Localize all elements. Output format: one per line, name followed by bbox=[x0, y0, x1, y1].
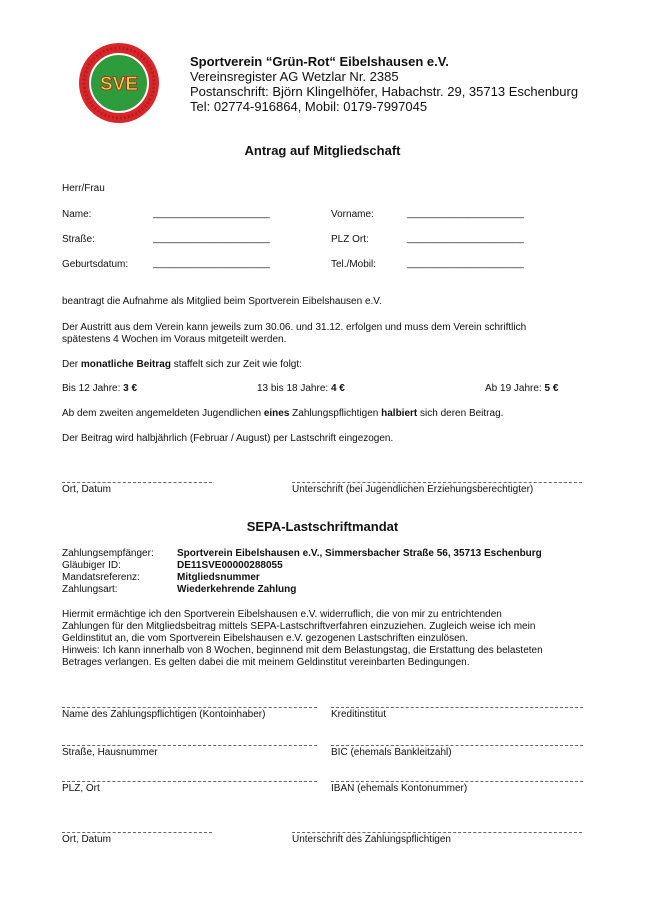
bic-label: BIC (ehemals Bankleitzahl) bbox=[331, 747, 452, 758]
ort-datum-label: Ort, Datum bbox=[62, 484, 111, 495]
unterschrift-line[interactable] bbox=[292, 482, 582, 483]
glaeubiger-label: Gläubiger ID: bbox=[62, 560, 121, 571]
strasse-hausnummer-label: Straße, Hausnummer bbox=[62, 747, 158, 758]
plz-ort-field[interactable]: _____________________ bbox=[407, 233, 524, 244]
fee-age-1-label: Bis 12 Jahre: bbox=[62, 383, 124, 394]
fee-age-1 bbox=[62, 383, 137, 394]
beitrag-bold: monatliche Beitrag bbox=[80, 359, 171, 370]
beitrag-text bbox=[62, 359, 302, 370]
jugend-bold-2: halbiert bbox=[381, 408, 418, 419]
plz-ort-sepa-label: PLZ, Ort bbox=[62, 783, 100, 794]
sepa-ort-datum-line[interactable] bbox=[62, 832, 212, 833]
strasse-field[interactable]: _____________________ bbox=[153, 233, 270, 244]
name-field[interactable]: _____________________ bbox=[153, 208, 270, 219]
club-name: Sportverein “Grün-Rot“ Eibelshausen e.V. bbox=[190, 54, 449, 69]
mandat-label: Mandatsreferenz: bbox=[62, 572, 140, 583]
sepa-text-2: Zahlungen für den Mitgliedsbeitrag mittels SEPA-Lastschriftverfahren einzuziehen. Zugleich weise ich mein bbox=[62, 621, 536, 632]
application-title: Antrag auf Mitgliedschaft bbox=[244, 143, 401, 158]
club-register: Vereinsregister AG Wetzlar Nr. 2385 bbox=[190, 69, 399, 84]
empfaenger-label: Zahlungsempfänger: bbox=[62, 548, 154, 559]
beitrag-post: staffelt sich zur Zeit wie folgt: bbox=[170, 359, 302, 370]
name-label: Name: bbox=[62, 209, 92, 220]
austritt-text-2: spätestens 4 Wochen im Voraus mitgeteilt werden. bbox=[62, 334, 287, 345]
vorname-field[interactable]: _____________________ bbox=[407, 208, 524, 219]
jugend-pre: Ab dem zweiten angemeldeten Jugendlichen bbox=[62, 408, 264, 419]
plz-ort-sepa-line[interactable] bbox=[62, 781, 317, 782]
vorname-label: Vorname: bbox=[331, 209, 374, 220]
fee-age-3 bbox=[485, 383, 558, 394]
kontoinhaber-label: Name des Zahlungspflichtigen (Kontoinhaber) bbox=[62, 709, 266, 720]
sepa-text-4: Hinweis: Ich kann innerhalb von 8 Wochen, beginnend mit dem Belastungstag, die Erstattung des belasteten bbox=[62, 645, 543, 656]
tel-mobil-field[interactable]: _____________________ bbox=[407, 258, 524, 269]
iban-line[interactable] bbox=[331, 781, 583, 782]
sepa-unterschrift-label: Unterschrift des Zahlungspflichtigen bbox=[292, 834, 451, 845]
strasse-hausnummer-line[interactable] bbox=[62, 745, 317, 746]
fee-age-2 bbox=[257, 383, 345, 394]
kreditinstitut-line[interactable] bbox=[331, 707, 583, 708]
jugend-post: sich deren Beitrag. bbox=[417, 408, 504, 419]
club-phone: Tel: 02774-916864, Mobil: 0179-7997045 bbox=[190, 99, 428, 114]
glaeubiger-value: DE11SVE00000288055 bbox=[177, 560, 283, 571]
jugend-bold-1: eines bbox=[263, 408, 290, 419]
fee-age-2-label: 13 bis 18 Jahre: bbox=[257, 383, 331, 394]
zahlungsart-label: Zahlungsart: bbox=[62, 584, 118, 595]
ort-datum-line[interactable] bbox=[62, 482, 212, 483]
fee-age-3-label: Ab 19 Jahre: bbox=[485, 383, 545, 394]
kreditinstitut-label: Kreditinstitut bbox=[331, 709, 387, 720]
zahlungsart-value: Wiederkehrende Zahlung bbox=[177, 584, 297, 595]
strasse-label: Straße: bbox=[62, 234, 95, 245]
sepa-text-5: Betrages verlangen. Es gelten dabei die mit meinem Geldinstitut vereinbarten Bedingungen. bbox=[62, 657, 470, 668]
club-address: Postanschrift: Björn Klingelhöfer, Habachstr. 29, 35713 Eschenburg bbox=[190, 84, 579, 99]
sepa-title: SEPA-Lastschriftmandat bbox=[246, 519, 399, 534]
plz-ort-label: PLZ Ort: bbox=[331, 234, 369, 245]
iban-label: IBAN (ehemals Kontonummer) bbox=[331, 783, 468, 794]
salutation-label: Herr/Frau bbox=[62, 183, 105, 194]
mandat-value: Mitgliedsnummer bbox=[177, 572, 260, 583]
geburtsdatum-field[interactable]: _____________________ bbox=[153, 258, 270, 269]
intro-text: beantragt die Aufnahme als Mitglied beim Sportverein Eibelshausen e.V. bbox=[62, 296, 382, 307]
bic-line[interactable] bbox=[331, 745, 583, 746]
tel-mobil-label: Tel./Mobil: bbox=[331, 259, 377, 270]
fee-age-2-value: 4 € bbox=[330, 383, 345, 394]
club-logo bbox=[78, 42, 160, 124]
geburtsdatum-label: Geburtsdatum: bbox=[62, 259, 129, 270]
fee-age-1-value: 3 € bbox=[123, 383, 138, 394]
jugend-mid: Zahlungspflichtigen bbox=[289, 408, 382, 419]
austritt-text-1: Der Austritt aus dem Verein kann jeweils zum 30.06. und 31.12. erfolgen und muss dem Verein schriftlich bbox=[62, 322, 527, 333]
sepa-unterschrift-line[interactable] bbox=[292, 832, 582, 833]
sepa-text-1: Hiermit ermächtige ich den Sportverein Eibelshausen e.V. widerruflich, die von mir zu entrichtenden bbox=[62, 609, 502, 620]
beitrag-pre: Der bbox=[62, 359, 81, 370]
fee-age-3-value: 5 € bbox=[544, 383, 559, 394]
logo-text: SVE bbox=[99, 74, 139, 95]
sepa-ort-datum-label: Ort, Datum bbox=[62, 834, 111, 845]
kontoinhaber-line[interactable] bbox=[62, 707, 317, 708]
unterschrift-label: Unterschrift (bei Jugendlichen Erziehungsberechtigter) bbox=[292, 484, 534, 495]
sepa-text-3: Geldinstitut an, die vom Sportverein Eibelshausen e.V. gezogenen Lastschriften einzulösen. bbox=[62, 633, 468, 644]
jugend-text bbox=[62, 408, 503, 419]
lastschrift-text: Der Beitrag wird halbjährlich (Februar / August) per Lastschrift eingezogen. bbox=[62, 433, 394, 444]
empfaenger-value: Sportverein Eibelshausen e.V., Simmersbacher Straße 56, 35713 Eschenburg bbox=[177, 548, 542, 559]
